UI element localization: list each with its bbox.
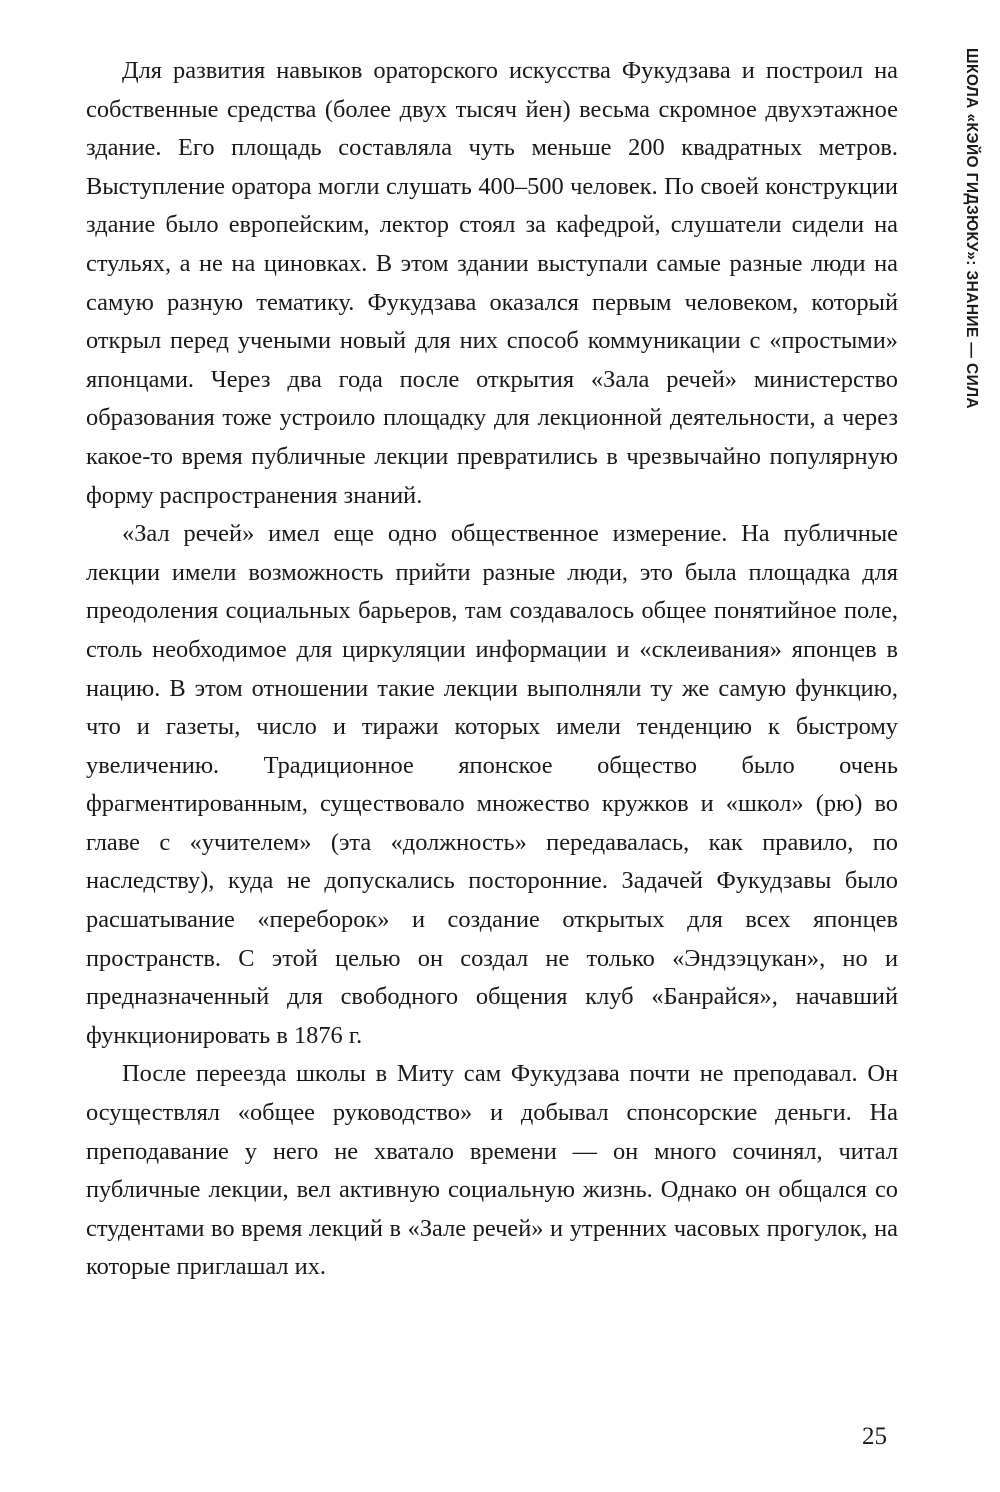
running-head: ШКОЛА «КЭЙО ГИДЗЮКУ»: ЗНАНИЕ — СИЛА: [963, 48, 980, 410]
paragraph: Для развития навыков ораторского искусства Фукудзава и построил на собственные средства (более двух тысяч йен) весьма скромное двухэтажное здание. Его площадь составляла чуть меньше 200 квадратных метров. Выступление оратора могли слушать 400–500 человек. По своей конструкции здание было европейским, лектор стоял за кафедрой, слушатели сидели на стульях, а не на циновках. В этом здании выступали самые разные люди на самую разную тематику. Фукудзава оказался первым человеком, который открыл перед учеными новый для них способ коммуникации с «простыми» японцами. Через два года после открытия «Зала речей» министерство образования тоже устроило площадку для лекционной деятельности, а через какое-то время публичные лекции превратились в чрезвычайно популярную форму распространения знаний.: [86, 57, 898, 509]
page-number: 25: [862, 1423, 887, 1450]
paragraph: После переезда школы в Миту сам Фукудзава почти не преподавал. Он осуществлял «общее руководство» и добывал спонсорские деньги. На преподавание у него не хватало времени — он много сочинял, читал публичные лекции, вел активную социальную жизнь. Однако он общался со студентами во время лекций в «Зале речей» и утренних часовых прогулок, на которые приглашал их.: [86, 1060, 898, 1281]
body-text: [86, 52, 898, 1287]
paragraph: «Зал речей» имел еще одно общественное измерение. На публичные лекции имели возможность прийти разные люди, это была площадка для преодоления социальных барьеров, там создавалось общее понятийное поле, столь необходимое для циркуляции информации и «склеивания» японцев в нацию. В этом отношении такие лекции выполняли ту же самую функцию, что и газеты, число и тиражи которых имели тенденцию к быстрому увеличению. Традиционное японское общество было очень фрагментированным, существовало множество кружков и «школ» (рю) во главе с «учителем» (эта «должность» передавалась, как правило, по наследству), куда не допускались посторонние. Задачей Фукудзавы было расшатывание «переборок» и создание открытых для всех японцев пространств. С этой целью он создал не только «Эндзэцукан», но и предназначенный для свободного общения клуб «Банрайся», начавший функционировать в 1876 г.: [86, 520, 898, 1049]
